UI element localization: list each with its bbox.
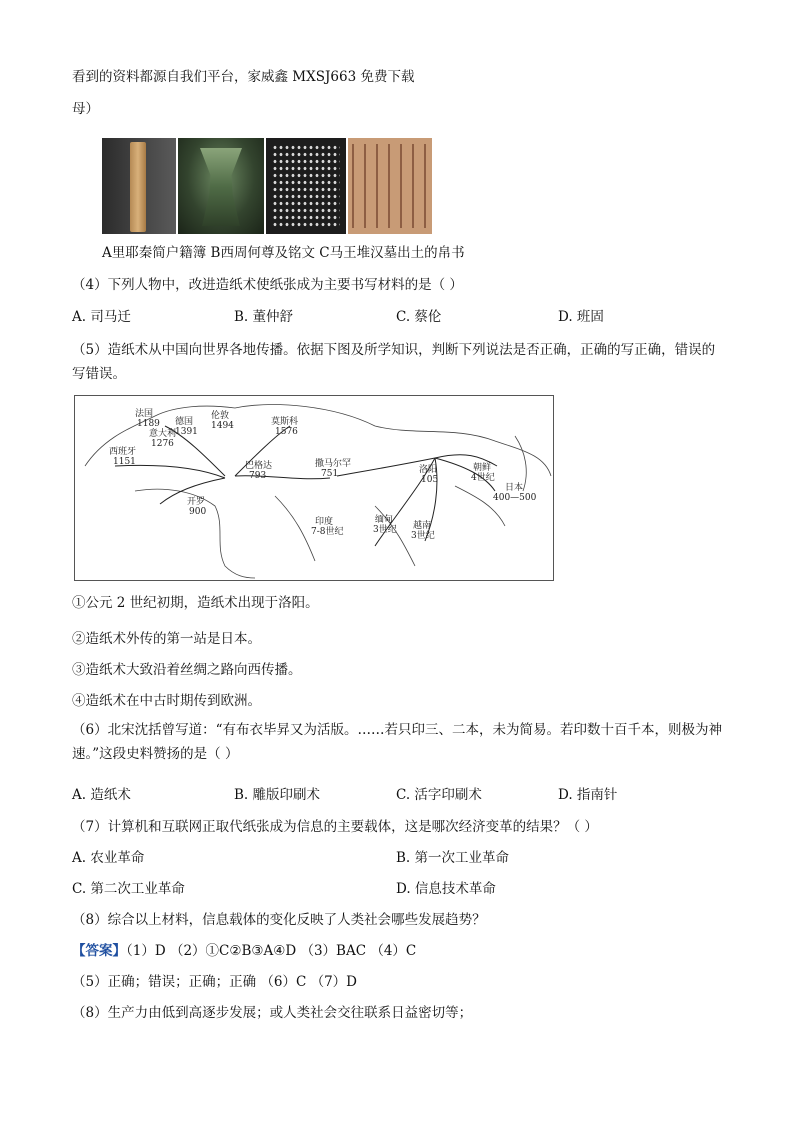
map-label-korea-year: 4世纪	[471, 473, 495, 483]
silk-manuscript-image	[348, 138, 432, 234]
map-label-italy: 意大利	[149, 429, 177, 439]
map-label-vietnam: 越南	[413, 521, 432, 531]
q5-statement-4: ④造纸术在中古时期传到欧洲。	[72, 693, 261, 709]
q7-option-c[interactable]: C. 第二次工业革命	[72, 881, 185, 897]
map-label-london: 伦敦	[211, 411, 230, 421]
map-label-cairo: 开罗	[187, 497, 206, 507]
map-label-moscow: 莫斯科	[271, 417, 299, 427]
map-label-france: 法国	[135, 409, 154, 419]
bronze-zun-image	[178, 138, 264, 234]
header-line-1: 看到的资料都源自我们平台，家威鑫 MXSJ663 免费下载	[72, 69, 415, 85]
map-label-vietnam-year: 3世纪	[411, 531, 435, 541]
q6-option-c[interactable]: C. 活字印刷术	[396, 787, 482, 803]
q7-option-d[interactable]: D. 信息技术革命	[396, 881, 496, 897]
q5-statement-2: ②造纸术外传的第一站是日本。	[72, 631, 261, 647]
map-label-london-year: 1494	[211, 421, 234, 431]
map-label-spain-year: 1151	[113, 457, 136, 467]
map-label-cairo-year: 900	[189, 507, 207, 517]
q8-stem: （8）综合以上材料，信息载体的变化反映了人类社会哪些发展趋势？	[72, 912, 486, 928]
map-label-germany: 德国	[175, 417, 194, 427]
header-line-2: 母）	[72, 101, 99, 117]
map-label-samarkand-year: 751	[321, 469, 339, 479]
answer-line-3: （8）生产力由低到高逐步发展；或人类社会交往联系日益密切等；	[72, 1005, 473, 1021]
q4-option-a[interactable]: A. 司马迁	[72, 309, 131, 325]
q4-stem: （4）下列人物中，改进造纸术使纸张成为主要书写材料的是（ ）	[72, 277, 463, 293]
q7-stem: （7）计算机和互联网正取代纸张成为信息的主要载体，这是哪次经济变革的结果？（ ）	[72, 819, 598, 835]
q6-option-d[interactable]: D. 指南针	[558, 787, 618, 803]
inscription-rubbing-image	[266, 138, 346, 234]
q4-option-b[interactable]: B. 董仲舒	[234, 309, 294, 325]
q5-statement-1: ①公元 2 世纪初期，造纸术出现于洛阳。	[72, 595, 319, 611]
map-label-france-year: 1189	[137, 419, 160, 429]
q7-option-b[interactable]: B. 第一次工业革命	[396, 850, 510, 866]
map-label-japan-year: 400—500	[493, 493, 537, 503]
map-label-baghdad-year: 793	[249, 471, 267, 481]
map-label-japan: 日本	[505, 483, 524, 493]
q7-option-a[interactable]: A. 农业革命	[72, 850, 145, 866]
answer-line-1	[72, 942, 416, 960]
q6-option-a[interactable]: A. 造纸术	[72, 787, 131, 803]
q5-stem: （5）造纸术从中国向世界各地传播。依据下图及所学知识，判断下列说法是否正确，正确的写正确，错误的写错误。	[72, 342, 716, 382]
answer-tag: 【答案】	[72, 943, 126, 959]
answer-line-2: （5）正确；错误；正确；正确 （6）C （7）D	[72, 974, 358, 990]
map-label-burma: 缅甸	[375, 515, 394, 525]
map-label-burma-year: 3世纪	[373, 525, 397, 535]
map-label-baghdad: 巴格达	[245, 461, 273, 471]
artifacts-caption: A里耶秦简户籍簿 B西周何尊及铭文 C马王堆汉墓出土的帛书	[102, 245, 465, 261]
map-label-luoyang: 洛阳	[419, 465, 438, 475]
map-label-italy-year: 1276	[151, 439, 174, 449]
q6-stem: （6）北宋沈括曾写道：“有布衣毕昇又为活版。……若只印三、二本，未为简易。若印数十百千本，则极为神速。”这段史料赞扬的是（ ）	[72, 722, 722, 762]
map-label-moscow-year: 1576	[275, 427, 298, 437]
map-label-luoyang-year: 105	[421, 475, 439, 485]
bamboo-slip-image	[102, 138, 176, 234]
map-label-spain: 西班牙	[109, 447, 137, 457]
map-label-germany-year: 1391	[175, 427, 198, 437]
q4-option-d[interactable]: D. 班固	[558, 309, 604, 325]
map-label-india: 印度	[315, 517, 334, 527]
map-label-samarkand: 撒马尔罕	[315, 459, 352, 469]
q5-statement-3: ③造纸术大致沿着丝绸之路向西传播。	[72, 662, 302, 678]
answer-text-1: （1）D （2）①C②B③A④D （3）BAC （4）C	[126, 943, 417, 959]
q6-option-b[interactable]: B. 雕版印刷术	[234, 787, 321, 803]
map-label-korea: 朝鲜	[473, 463, 492, 473]
paper-spread-map	[74, 395, 554, 581]
q4-option-c[interactable]: C. 蔡伦	[396, 309, 442, 325]
map-label-india-year: 7-8世纪	[311, 527, 344, 537]
